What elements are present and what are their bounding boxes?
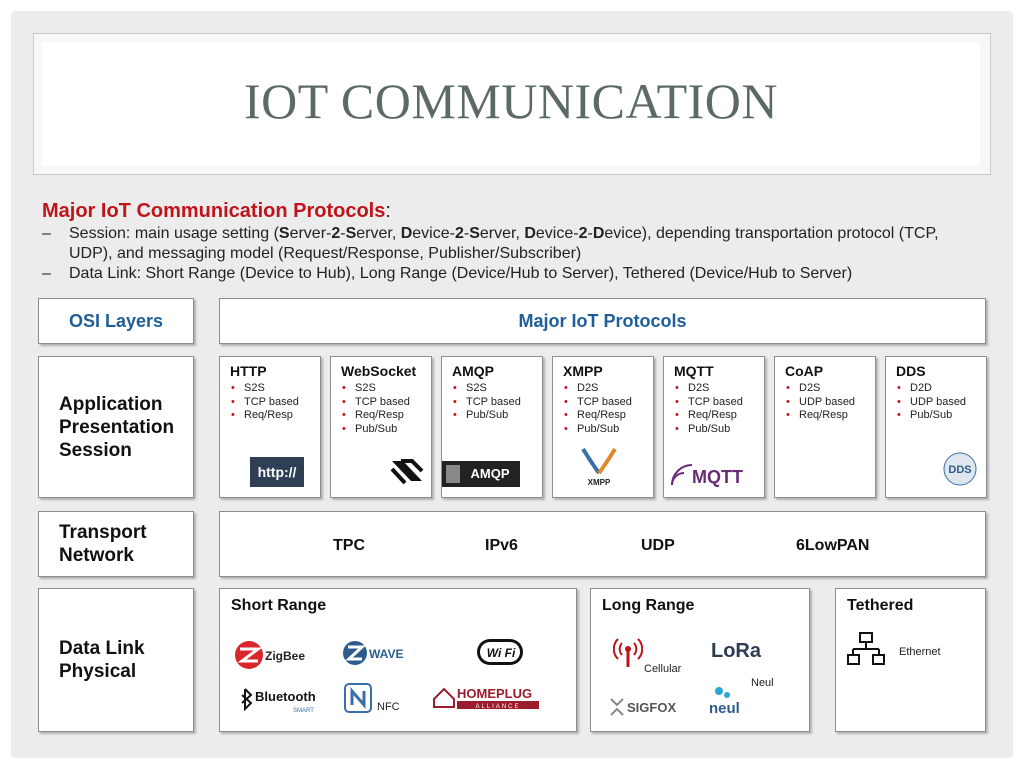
xmpp-logo [579,447,619,492]
ethernet-label: Ethernet [899,646,941,658]
lora-logo-text: LoRa [711,640,761,662]
protocol-card-dds [885,356,987,498]
bluetooth-logo-text: Bluetooth [255,689,316,704]
bullet-text-run: Session: main usage setting ( [69,225,279,242]
short-range-box [219,588,577,732]
bullet-text-run: erver- [289,225,332,242]
cellular-icon [613,637,643,674]
protocol-card-xmpp [552,356,654,498]
protocol-feature: • S2S [341,382,431,396]
bullet-text-run: - [587,225,593,242]
protocol-card-coap [774,356,876,498]
osi-layers-header: OSI Layers [38,298,194,344]
bullet-text-run: 2 [578,225,588,242]
protocol-features [230,382,320,423]
protocol-feature: • Req/Resp [674,409,764,423]
transport-item-6lowpan: 6LowPAN [796,537,870,554]
homeplug-logo [432,685,542,716]
tethered-box [835,588,986,732]
xmpp-logo-text: XMPP [587,478,611,487]
protocol-feature: • Pub/Sub [452,409,542,423]
sigfox-logo [609,695,679,724]
nfc-label: NFC [377,701,400,713]
tethered-title: Tethered [847,597,914,614]
transport-layer-label: Transport Network [38,511,194,577]
bullet-text-run: evice- [535,225,579,242]
protocol-feature: • Pub/Sub [563,423,653,437]
bluetooth-logo-subtext: SMART [293,708,314,714]
application-layer-label: Application Presentation Session [38,356,194,498]
bluetooth-logo [238,685,324,720]
bullet-text-run: S [469,225,480,242]
bullet-text-run: Data Link: Short Range (Device to Hub), Long Range (Device/Hub to Server), Tethered (Device/Hub to Server) [69,265,853,282]
bullet-text-run: erver, [479,225,525,242]
protocol-feature: • Req/Resp [341,409,431,423]
http-logo [250,457,304,492]
wifi-logo-text: Wi Fi [486,646,516,660]
protocol-feature: • D2D [896,382,986,396]
protocol-features [896,382,986,423]
protocol-feature: • TCP based [230,396,320,410]
short-range-title: Short Range [231,597,327,614]
transport-item-ipv6: IPv6 [485,537,518,554]
bullet-text-run: 2 [454,225,464,242]
mqtt-logo-text: MQTT [692,467,743,487]
protocol-feature: • S2S [230,382,320,396]
bullet-text-run: erver, [356,225,401,242]
protocol-name: CoAP [785,363,824,379]
protocol-feature: • S2S [452,382,542,396]
protocol-feature: • Pub/Sub [896,409,986,423]
transport-protocols-box [219,511,986,577]
protocol-features [452,382,542,423]
amqp-logo-text: AMQP [470,466,510,481]
bullet-text-run: S [278,225,290,242]
protocol-name: WebSocket [341,363,417,379]
websocket-logo [389,457,425,492]
bullet-text-run: - [340,225,346,242]
cellular-label: Cellular [644,663,682,675]
protocol-card-mqtt [663,356,765,498]
protocol-name: MQTT [674,363,714,379]
protocol-feature: • Req/Resp [785,409,875,423]
http-logo-text: http:// [257,464,297,480]
protocol-features [341,382,431,436]
protocol-feature: • D2S [785,382,875,396]
ethernet-network-icon [847,632,885,671]
major-protocols-header: Major IoT Protocols [219,298,986,344]
zigbee-logo-text: ZigBee [265,649,306,663]
intro-bullets [42,224,982,284]
slide-title: IOT COMMUNICATION [244,73,778,129]
dds-logo [940,451,980,492]
protocol-feature: • Pub/Sub [341,423,431,437]
long-range-box [590,588,810,732]
protocol-feature: • D2S [674,382,764,396]
protocol-feature: • TCP based [452,396,542,410]
protocol-card-amqp [441,356,543,498]
homeplug-logo-subtext: ALLIANCE [475,704,521,710]
zigbee-logo [234,639,314,676]
zwave-logo [342,639,404,672]
amqp-logo [442,461,520,492]
mqtt-logo [670,463,750,492]
protocol-card-websocket [330,356,432,498]
dds-logo-text: DDS [948,464,972,476]
protocol-feature: • TCP based [341,396,431,410]
protocol-feature: • TCP based [674,396,764,410]
transport-item-tpc: TPC [333,537,365,554]
nfc-logo [344,683,372,718]
protocol-name: HTTP [230,363,267,379]
protocol-features [563,382,653,436]
neul-logo-text: neul [709,700,740,717]
transport-item-udp: UDP [641,537,675,554]
protocol-name: XMPP [563,363,603,379]
long-range-title: Long Range [602,597,695,614]
intro-bullet [42,264,982,284]
protocol-features [785,382,875,423]
protocol-feature: • UDP based [896,396,986,410]
bullet-text-run: evice), depending transportation protocol (TCP, UDP), and messaging model (Request/Response, Publisher/Subscriber) [69,225,939,262]
protocol-card-http [219,356,321,498]
protocol-feature: • UDP based [785,396,875,410]
bullet-text-run: D [524,225,536,242]
protocol-feature: • D2S [563,382,653,396]
bullet-text-run: S [345,225,357,242]
protocol-name: AMQP [452,363,494,379]
intro-heading: Major IoT Communication Protocols: [42,200,391,222]
protocol-features [674,382,764,436]
datalink-layer-label: Data Link Physical [38,588,194,732]
lora-logo [709,636,765,667]
protocol-feature: • Pub/Sub [674,423,764,437]
bullet-text-run: 2 [331,225,341,242]
intro-bullet [42,224,982,264]
bullet-text-run: evice- [412,225,455,242]
protocol-feature: • Req/Resp [230,409,320,423]
protocol-name: DDS [896,363,926,379]
protocol-feature: • Req/Resp [563,409,653,423]
bullet-text-run: - [463,225,470,242]
bullet-dash: – [42,265,51,282]
homeplug-logo-text: HOMEPLUG [457,686,533,701]
neul-label: Neul [751,677,774,689]
bullet-text-run: D [592,225,605,242]
protocol-feature: • TCP based [563,396,653,410]
bullet-text-run: D [400,225,413,242]
intro-text [42,198,982,284]
bullet-dash: – [42,225,51,242]
sigfox-logo-text: SIGFOX [627,700,677,715]
wifi-logo [476,637,526,672]
neul-logo [705,683,761,722]
zwave-logo-text: WAVE [369,647,404,661]
